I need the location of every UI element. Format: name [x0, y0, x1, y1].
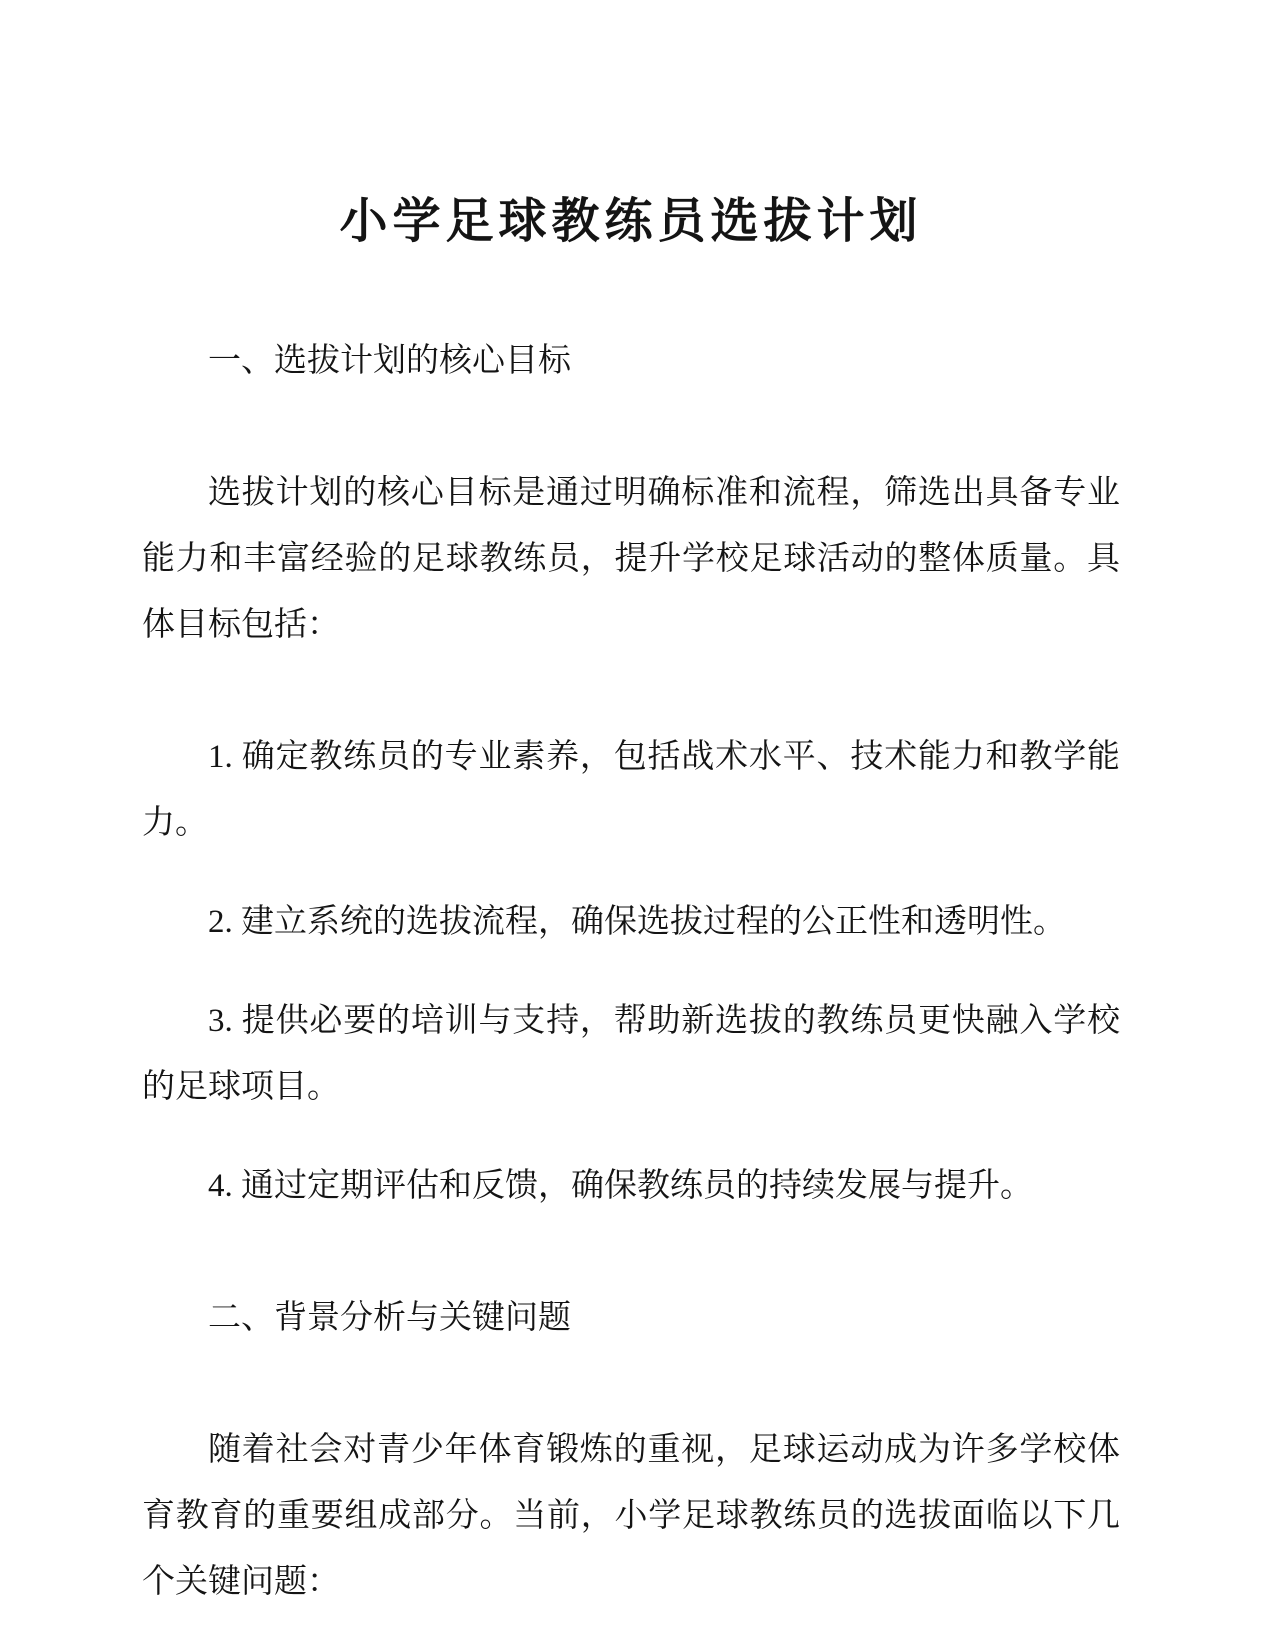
section-heading-2: 二、背景分析与关键问题 — [208, 1300, 571, 1337]
numbered-list — [142, 724, 1120, 1219]
section-2-intro-paragraph: 随着社会对青少年体育锻炼的重视，足球运动成为许多学校体育教育的重要组成部分。当前，小学足球教练员的选拔面临以下几个关键问题： — [142, 1432, 1120, 1601]
section-heading-1: 一、选拔计划的核心目标 — [208, 343, 571, 380]
section-1-intro-paragraph: 选拔计划的核心目标是通过明确标准和流程，筛选出具备专业能力和丰富经验的足球教练员，提升学校足球活动的整体质量。具体目标包括： — [142, 475, 1120, 644]
list-item-3: 3. 提供必要的培训与支持，帮助新选拔的教练员更快融入学校的足球项目。 — [142, 1003, 1120, 1106]
page-title: 小学足球教练员选拔计划 — [339, 195, 923, 249]
list-item-1: 1. 确定教练员的专业素养，包括战术水平、技术能力和教学能力。 — [142, 739, 1120, 842]
list-item-4: 4. 通过定期评估和反馈，确保教练员的持续发展与提升。 — [208, 1168, 1033, 1205]
list-item-2: 2. 建立系统的选拔流程，确保选拔过程的公正性和透明性。 — [208, 904, 1066, 941]
